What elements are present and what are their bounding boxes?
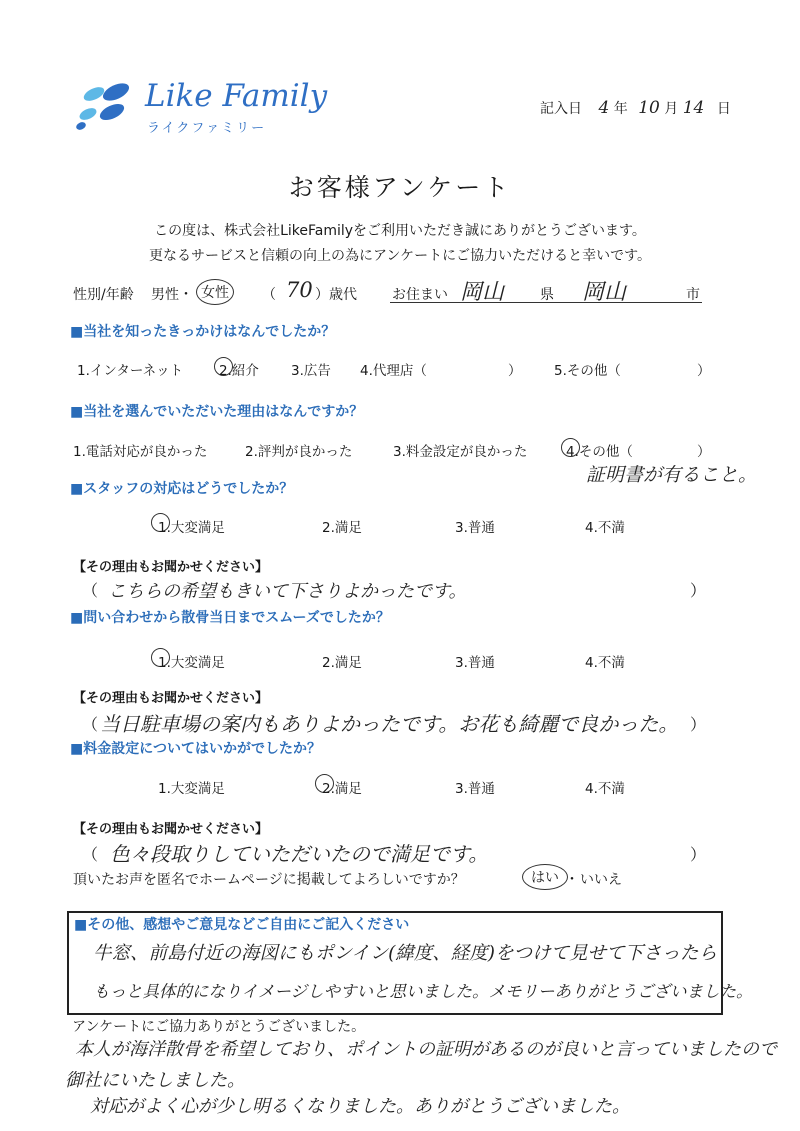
age-open: （ [262,287,276,303]
page-title: お客様アンケート [288,173,512,202]
q4-option-1: 1.大変満足 [158,655,225,671]
date-day: 14 [682,98,705,118]
comments-line-1: 牛窓、前島付近の海図にもポンイン(緯度、経度)をつけて見せて下さったら [93,943,718,964]
entry-date [540,98,731,118]
q3-paren-open: （ [82,581,99,600]
date-day-unit: 日 [716,101,731,117]
prefecture-value: 岡山 [460,280,505,305]
date-label: 記入日 [540,101,582,117]
q1-option-5-close: ） [697,363,711,379]
publish-yes: はい [522,864,568,890]
q4-reason-label: 【その理由もお聞かせください】 [73,691,269,706]
publish-no: いいえ [580,872,622,888]
q3-option-2: 2.満足 [322,520,362,536]
gender-female: 女性 [196,279,234,305]
q3-reason: こちらの希望もきいて下さりよかったです。 [108,581,467,602]
q1-option-3: 3.広告 [291,363,331,379]
address-underline [390,302,702,303]
q1-option-2: 2.紹介 [219,363,259,379]
q2-option-4-close: ） [697,444,711,460]
q1-option-1: 1.インターネット [77,363,184,379]
q1-title: ■当社を知ったきっかけはなんでしたか？ [70,324,336,340]
address-label: お住まい [392,287,448,303]
city-unit: 市 [686,287,700,303]
gender-male: 男性・ [151,287,193,303]
profile-label: 性別/年齢 [73,287,134,303]
q4-option-3: 3.普通 [455,655,495,671]
q3-paren-close: ） [690,581,707,600]
q5-paren-close: ） [690,845,707,864]
q2-option-2: 2.評判が良かった [245,444,353,460]
q1-option-4: 4.代理店（ [360,363,427,379]
intro-line-1: この度は、株式会社LikeFamilyをご利用いただき誠にありがとうございます。 [154,223,646,239]
thanks-text: アンケートにご協力ありがとうございました。 [72,1019,366,1035]
q5-option-4: 4.不満 [585,781,625,797]
date-month: 10 [638,98,660,118]
q2-option-1: 1.電話対応が良かった [73,444,208,460]
age-value: 70 [286,278,313,302]
q4-paren-close: ） [690,715,707,734]
q5-title: ■料金設定についてはいかがでしたか？ [70,741,321,757]
q3-option-3: 3.普通 [455,520,495,536]
q5-paren-open: （ [82,845,99,864]
q3-option-1: 1.大変満足 [158,520,225,536]
q2-other-answer: 証明書が有ること。 [586,464,758,486]
q1-option-5: 5.その他（ [554,363,621,379]
logo-name: Like Family [145,78,328,114]
q4-paren-open: （ [82,715,99,734]
q5-reason-label: 【その理由もお聞かせください】 [73,822,269,837]
q4-title: ■問い合わせから散骨当日までスムーズでしたか？ [70,610,390,626]
logo-kana: ライクファミリー [147,121,267,136]
q3-title: ■スタッフの対応はどうでしたか？ [70,481,294,497]
q5-reason: 色々段取りしていただいたので満足です。 [110,842,489,866]
q2-option-4: 4.その他（ [566,444,633,460]
city-value: 岡山 [582,280,627,305]
q3-reason-label: 【その理由もお聞かせください】 [73,560,269,575]
q2-title: ■当社を選んでいただいた理由はなんですか？ [70,404,364,420]
staff-note-1: 本人が海洋散骨を希望しており、ポイントの証明があるのが良いと言っていましたので [75,1039,777,1060]
publish-question: 頂いたお声を匿名でホームページに掲載してよろしいですか？ [73,872,465,888]
staff-note-2: 御社にいたしました。 [65,1070,245,1091]
q5-option-3: 3.普通 [455,781,495,797]
q5-option-2: 2.満足 [322,781,362,797]
publish-sep: ・ [565,872,579,888]
q3-option-4: 4.不満 [585,520,625,536]
comments-line-2: もっと具体的になりイメージしやすいと思いました。メモリーありがとうございました。 [93,982,753,1001]
q4-option-2: 2.満足 [322,655,362,671]
staff-note-3: 対応がよく心が少し明るくなりました。ありがとうございました。 [90,1096,630,1117]
q4-option-4: 4.不満 [585,655,625,671]
q1-option-4-close: ） [508,363,522,379]
date-year: 4 [598,98,610,118]
age-close: ）歳代 [315,287,357,303]
q4-reason: 当日駐車場の案内もありよかったです。お花も綺麗で良かった。 [100,712,679,736]
comments-title: ■その他、感想やご意見などご自由にご記入ください [74,917,410,933]
date-month-unit: 月 [664,101,679,117]
q5-option-1: 1.大変満足 [158,781,225,797]
q2-option-3: 3.料金設定が良かった [393,444,528,460]
logo-mark-icon [72,80,134,132]
date-year-unit: 年 [613,101,628,117]
prefecture-unit: 県 [540,287,554,303]
intro-line-2: 更なるサービスと信頼の向上の為にアンケートにご協力いただけると幸いです。 [148,248,652,264]
